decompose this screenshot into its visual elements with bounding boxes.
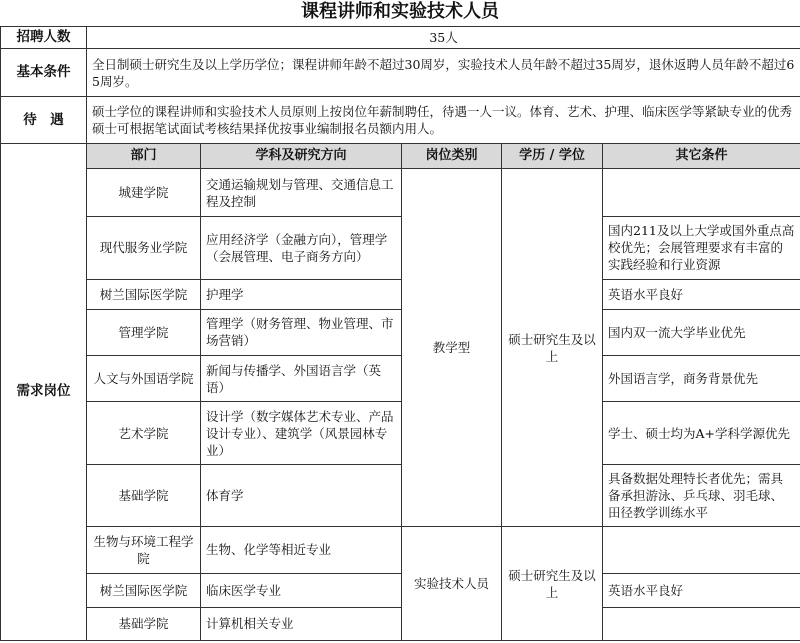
category-cell-lab: 实验技术人员 [402, 527, 502, 641]
dept-cell: 管理学院 [87, 309, 201, 355]
other-cell: 英语水平良好 [603, 279, 800, 309]
subject-cell: 设计学（数字媒体艺术专业、产品设计专业）、建筑学（风景园林专业） [201, 402, 402, 464]
dept-cell: 基础学院 [87, 607, 201, 640]
treatment-row [1, 97, 800, 143]
table-row [1, 527, 800, 573]
subject-cell: 临床医学专业 [201, 573, 402, 607]
dept-cell: 生物与环境工程学院 [87, 527, 201, 573]
header-education: 学历 / 学位 [502, 143, 603, 168]
other-cell [603, 168, 800, 216]
other-cell [603, 607, 800, 640]
subject-cell: 生物、化学等相近专业 [201, 527, 402, 573]
category-cell-teaching: 教学型 [402, 168, 502, 526]
subject-cell: 新闻与传播学、外国语言学（英语） [201, 356, 402, 402]
table-row [1, 279, 800, 309]
other-cell: 国内双一流大学毕业优先 [603, 309, 800, 355]
subject-cell: 管理学（财务管理、物业管理、市场营销） [201, 309, 402, 355]
page-title: 课程讲师和实验技术人员 [301, 1, 499, 22]
positions-label: 需求岗位 [1, 143, 87, 640]
education-cell-teaching: 硕士研究生及以上 [502, 168, 603, 526]
dept-cell: 艺术学院 [87, 402, 201, 464]
other-cell: 国内211及以上大学或国外重点高校优先；会展管理要求有丰富的实践经验和行业资源 [603, 217, 800, 279]
table-row [1, 573, 800, 607]
table-row [1, 356, 800, 402]
subject-cell: 体育学 [201, 464, 402, 526]
header-subject: 学科及研究方向 [201, 143, 402, 168]
treatment-label: 待 遇 [1, 97, 87, 143]
table-row [1, 402, 800, 464]
basic-conditions-row [1, 49, 800, 97]
subject-cell: 计算机相关专业 [201, 607, 402, 640]
dept-cell: 现代服务业学院 [87, 217, 201, 279]
treatment-value: 硕士学位的课程讲师和实验技术人员原则上按岗位年薪制聘任，待遇一人一议。体育、艺术、护理、临床医学等紧缺专业的优秀硕士可根据笔试面试考核结果择优按事业编制报名员额内用人。 [87, 97, 800, 143]
other-cell: 学士、硕士均为A+学科学源优先 [603, 402, 800, 464]
recruit-count-label: 招聘人数 [1, 27, 87, 49]
dept-cell: 树兰国际医学院 [87, 573, 201, 607]
subject-cell: 护理学 [201, 279, 402, 309]
header-dept: 部门 [87, 143, 201, 168]
education-cell-lab: 硕士研究生及以上 [502, 527, 603, 641]
dept-cell: 基础学院 [87, 464, 201, 526]
dept-cell: 城建学院 [87, 168, 201, 216]
table-row [1, 309, 800, 355]
other-cell: 具备数据处理特长者优先；需具备承担游泳、乒乓球、羽毛球、田径教学训练水平 [603, 464, 800, 526]
table-row [1, 217, 800, 279]
table-row [1, 607, 800, 640]
other-cell [603, 527, 800, 573]
basic-conditions-value: 全日制硕士研究生及以上学历学位；课程讲师年龄不超过30周岁，实验技术人员年龄不超过35周岁，退休返聘人员年龄不超过65周岁。 [87, 49, 800, 97]
table-row [1, 168, 800, 216]
recruit-count-row [1, 27, 800, 49]
subject-cell: 应用经济学（金融方向），管理学（会展管理、电子商务方向） [201, 217, 402, 279]
subject-cell: 交通运输规划与管理、交通信息工程及控制 [201, 168, 402, 216]
basic-conditions-label: 基本条件 [1, 49, 87, 97]
positions-header-row [1, 143, 800, 168]
dept-cell: 人文与外国语学院 [87, 356, 201, 402]
table-row [1, 464, 800, 526]
dept-cell: 树兰国际医学院 [87, 279, 201, 309]
header-other: 其它条件 [603, 143, 800, 168]
other-cell: 英语水平良好 [603, 573, 800, 607]
other-cell: 外国语言学，商务背景优先 [603, 356, 800, 402]
recruit-count-value: 35人 [87, 27, 800, 49]
header-category: 岗位类别 [402, 143, 502, 168]
recruitment-table [0, 26, 800, 641]
